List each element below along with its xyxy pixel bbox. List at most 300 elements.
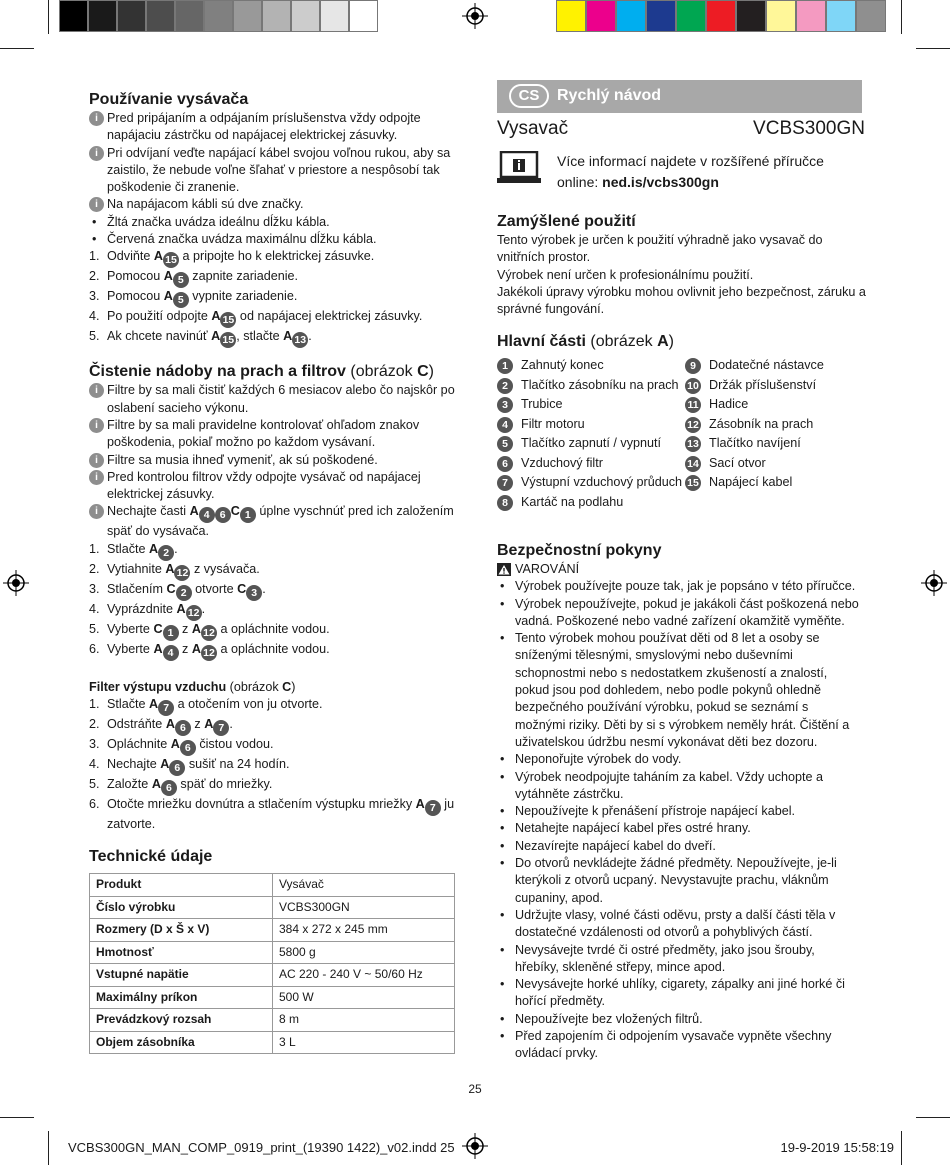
gray-swatch bbox=[291, 0, 320, 32]
title-text: Hlavní části bbox=[497, 333, 586, 351]
part-item bbox=[497, 356, 682, 376]
model-number: VCBS300GN bbox=[753, 118, 865, 139]
step-text: Otočte mriežku dovnútra a stlačením výstupku mriežky bbox=[107, 797, 416, 812]
step-number: 6. bbox=[89, 641, 100, 656]
subsection-title bbox=[89, 679, 459, 696]
bullet-item: • Výrobek neodpojujte taháním za kabel. Vždy uchopte a vytáhněte zástrčku. bbox=[497, 769, 859, 804]
table-row bbox=[90, 874, 455, 897]
step-number: 1. bbox=[89, 697, 100, 712]
bullet-item: • Nepoužívejte k přenášení přístroje napájecí kabel. bbox=[497, 803, 859, 820]
note bbox=[89, 196, 459, 213]
step-text: Pomocou bbox=[107, 269, 164, 284]
ref-letter: A bbox=[149, 697, 159, 712]
callout-badge: 6 bbox=[169, 760, 185, 776]
ref-letter: A bbox=[191, 641, 201, 656]
bullet-item: • Červená značka uvádza maximálnu dĺžku kábla. bbox=[89, 231, 459, 248]
callout-badge: 1 bbox=[240, 507, 256, 523]
part-label: Sací otvor bbox=[709, 455, 766, 470]
part-number-badge: 3 bbox=[497, 397, 513, 413]
part-item bbox=[497, 376, 682, 396]
step-text: Stlačte bbox=[107, 697, 149, 712]
steps-list bbox=[89, 248, 459, 348]
callout-badge: 6 bbox=[175, 720, 191, 736]
step-number: 5. bbox=[89, 329, 100, 344]
step-item bbox=[89, 581, 459, 601]
info-icon: i bbox=[89, 197, 104, 212]
table-row bbox=[90, 919, 455, 942]
info-icon: i bbox=[89, 418, 104, 433]
bullet-item: • Žltá značka uvádza ideálnu dĺžku kábla. bbox=[89, 214, 459, 231]
language-badge: CS bbox=[509, 84, 549, 108]
title-fig: A bbox=[657, 333, 669, 351]
spec-value: 384 x 272 x 245 mm bbox=[273, 919, 455, 942]
callout-badge: 1 bbox=[163, 625, 179, 641]
spec-label: Objem zásobníka bbox=[90, 1031, 273, 1054]
info-icon: i bbox=[89, 504, 104, 519]
callout-badge: 12 bbox=[186, 605, 202, 621]
note-text: Pred kontrolou filtrov vždy odpojte vysávač od napájacej elektrickej zásuvky. bbox=[107, 469, 421, 502]
crop-mark bbox=[916, 1117, 950, 1118]
title-text: Čistenie nádoby na prach a filtrov bbox=[89, 363, 346, 381]
step-item bbox=[89, 601, 459, 621]
spec-label: Prevádzkový rozsah bbox=[90, 1009, 273, 1032]
info-icon: i bbox=[89, 470, 104, 485]
color-swatch bbox=[556, 0, 586, 32]
section-title: Zamýšlené použití bbox=[497, 213, 636, 230]
step-text: sušiť na 24 hodín. bbox=[185, 757, 290, 772]
ref-letter: C bbox=[237, 581, 247, 596]
gray-swatch bbox=[262, 0, 291, 32]
crop-mark bbox=[0, 1117, 34, 1118]
gray-swatch bbox=[320, 0, 349, 32]
note bbox=[89, 110, 459, 145]
gray-swatch bbox=[204, 0, 233, 32]
part-item bbox=[497, 395, 682, 415]
part-item bbox=[497, 434, 682, 454]
title-sub: (obrázok bbox=[345, 363, 418, 381]
part-label: Tlačítko zásobníku na prach bbox=[521, 377, 679, 392]
ref-letter: A bbox=[153, 641, 163, 656]
crop-mark bbox=[48, 1131, 49, 1165]
note-text: Filtre sa musia ihneď vymeniť, ak sú poškodené. bbox=[107, 452, 378, 467]
step-text: Pomocou bbox=[107, 289, 164, 304]
callout-badge: 2 bbox=[158, 545, 174, 561]
notes bbox=[89, 382, 459, 503]
color-swatch bbox=[826, 0, 856, 32]
spec-value: Vysávač bbox=[273, 874, 455, 897]
note bbox=[89, 503, 459, 540]
ref-letter: C bbox=[166, 581, 176, 596]
table-row bbox=[90, 941, 455, 964]
ref-letter: A bbox=[189, 504, 199, 519]
ref-letter: A bbox=[283, 329, 293, 344]
step-item bbox=[89, 716, 459, 736]
step-number: 2. bbox=[89, 561, 100, 576]
bullet-item: • Neponořujte výrobek do vody. bbox=[497, 751, 859, 768]
steps-list bbox=[89, 541, 459, 661]
part-number-badge: 11 bbox=[685, 397, 701, 413]
ref-letter: C bbox=[153, 621, 163, 636]
callout-badge: 15 bbox=[163, 252, 179, 268]
step-number: 4. bbox=[89, 309, 100, 324]
crop-mark bbox=[901, 1131, 902, 1165]
step-text: Vyprázdnite bbox=[107, 601, 177, 616]
step-text: Vyberte bbox=[107, 641, 154, 656]
info-icon: i bbox=[89, 146, 104, 161]
note bbox=[89, 382, 459, 417]
color-swatch bbox=[646, 0, 676, 32]
bullet-item: • Nezavírejte napájecí kabel do dveří. bbox=[497, 838, 859, 855]
ref-letter: A bbox=[160, 757, 170, 772]
ref-letter: A bbox=[163, 269, 173, 284]
callout-badge: 3 bbox=[246, 585, 262, 601]
spec-value: AC 220 - 240 V ~ 50/60 Hz bbox=[273, 964, 455, 987]
paragraph: Jakékoli úpravy výrobku mohou ovlivnit jeho bezpečnost, záruku a správné fungování. bbox=[497, 284, 866, 317]
ref-letter: A bbox=[153, 249, 164, 264]
part-item bbox=[685, 395, 865, 415]
step-number: 4. bbox=[89, 757, 100, 772]
callout-badge: 6 bbox=[180, 740, 196, 756]
part-label: Hadice bbox=[709, 397, 749, 411]
step-text: a opláchnite vodou. bbox=[216, 621, 330, 636]
part-item bbox=[497, 493, 682, 513]
spec-value: 5800 g bbox=[273, 941, 455, 964]
step-item bbox=[89, 268, 459, 288]
parts-list bbox=[497, 356, 682, 512]
note bbox=[89, 452, 459, 469]
step-number: 3. bbox=[89, 289, 100, 304]
info-icon: i bbox=[89, 383, 104, 398]
part-number-badge: 2 bbox=[497, 378, 513, 394]
part-item bbox=[685, 434, 865, 454]
step-text: z vysávača. bbox=[190, 561, 260, 576]
spec-label: Vstupné napätie bbox=[90, 964, 273, 987]
registration-mark-icon bbox=[462, 1133, 488, 1159]
callout-badge: 12 bbox=[201, 625, 217, 641]
table-row bbox=[90, 964, 455, 987]
paragraph: Výrobek není určen k profesionálnímu použití. bbox=[497, 267, 754, 282]
spec-value: VCBS300GN bbox=[273, 896, 455, 919]
part-label: Vzduchový filtr bbox=[521, 455, 603, 470]
part-item bbox=[497, 415, 682, 435]
note-text: Pred pripájaním a odpájaním príslušenstva vždy odpojte napájaciu zástrčku od napájacej elektrickej zásuvky. bbox=[107, 111, 421, 143]
step-number: 1. bbox=[89, 541, 100, 556]
callout-badge: 2 bbox=[176, 585, 192, 601]
section-title bbox=[497, 332, 867, 352]
step-text: , stlačte bbox=[236, 329, 284, 344]
step-item bbox=[89, 541, 459, 561]
part-item bbox=[685, 473, 865, 493]
section-title: Používanie vysávača bbox=[89, 91, 249, 108]
info-icon: i bbox=[89, 111, 104, 126]
laptop-icon bbox=[497, 151, 541, 185]
part-item bbox=[685, 356, 865, 376]
step-number: 5. bbox=[89, 621, 100, 636]
step-number: 2. bbox=[89, 717, 100, 732]
footer-file: VCBS300GN_MAN_COMP_0919_print_(19390 1422)_v02.indd 25 bbox=[68, 1140, 455, 1155]
info-line bbox=[557, 172, 824, 193]
more-info bbox=[557, 151, 824, 193]
note-text: Na napájacom kábli sú dve značky. bbox=[107, 197, 304, 212]
title-end: ) bbox=[668, 333, 674, 351]
callout-badge: 6 bbox=[215, 507, 231, 523]
warning-icon bbox=[497, 563, 511, 576]
note-text: úplne vyschnúť pred ich založením späť do vysávača. bbox=[107, 504, 454, 539]
note-text: Pri odvíjaní veďte napájací kábel svojou voľnou rukou, aby sa zaistilo, že nebude voľne šľahať v priestore a nespôsobí tak poškodenie či zranenie. bbox=[107, 145, 451, 195]
part-item bbox=[685, 376, 865, 396]
step-text: Stlačením bbox=[107, 581, 167, 596]
note-text: Nechajte časti bbox=[107, 504, 190, 519]
bullet-item: • Výrobek nepoužívejte, pokud je jakákoli část poškozená nebo vadná. Poškozené nebo vadné zařízení okamžitě vyměňte. bbox=[497, 596, 859, 631]
step-number: 2. bbox=[89, 269, 100, 284]
registration-mark-icon bbox=[462, 3, 488, 29]
ref-letter: A bbox=[149, 541, 159, 556]
band-label: Rychlý návod bbox=[557, 87, 662, 104]
product-name: Vysavač bbox=[497, 118, 569, 139]
step-text: . bbox=[262, 581, 266, 596]
warning-line bbox=[497, 561, 859, 578]
info-text: online: bbox=[557, 174, 603, 190]
info-icon: i bbox=[89, 453, 104, 468]
step-text: Po použití odpojte bbox=[107, 309, 212, 324]
step-text: čistou vodou. bbox=[195, 737, 274, 752]
title-sub: (obrázek bbox=[585, 333, 658, 351]
part-number-badge: 9 bbox=[685, 358, 701, 374]
step-number: 5. bbox=[89, 777, 100, 792]
bullet-item: • Tento výrobek mohou používat děti od 8 let a osoby se sníženými tělesnými, smyslovými nebo duševními schopnostmi nebo s nedostatkem zkušeností a znalostí, pokud jsou pod dohledem, nebo podle pokynů ohledně bezpečného používání výrobku, pokud se seznámí s možnými riziky. Děti by si s výrobkem neměly hrát. Čištění a uživatelskou údržbu nesmí vykonávat děti bez dozoru. bbox=[497, 630, 859, 751]
part-label: Výstupní vzduchový průduch bbox=[521, 475, 683, 489]
callout-badge: 13 bbox=[292, 332, 308, 348]
bullet-item: • Před zapojením či odpojením vysavače vypněte všechny ovládací prvky. bbox=[497, 1028, 859, 1063]
spec-value: 8 m bbox=[273, 1009, 455, 1032]
step-text: Vytiahnite bbox=[107, 561, 166, 576]
callout-badge: 15 bbox=[220, 332, 236, 348]
table-row bbox=[90, 1009, 455, 1032]
part-number-badge: 7 bbox=[497, 475, 513, 491]
spec-table bbox=[89, 873, 455, 1054]
title-fig: C bbox=[417, 363, 429, 381]
bullet-item: • Netahejte napájecí kabel přes ostré hrany. bbox=[497, 820, 859, 837]
intended-use-text bbox=[497, 232, 867, 318]
ref-letter: A bbox=[163, 289, 173, 304]
step-number: 1. bbox=[89, 249, 100, 264]
ref-letter: A bbox=[191, 621, 201, 636]
footer-date: 19-9-2019 15:58:19 bbox=[780, 1140, 894, 1155]
color-swatch bbox=[796, 0, 826, 32]
step-text: Ak chcete navinúť bbox=[107, 329, 212, 344]
registration-mark-icon bbox=[921, 570, 947, 596]
note bbox=[89, 417, 459, 452]
note bbox=[89, 469, 459, 504]
step-text: a opláchnite vodou. bbox=[216, 641, 330, 656]
step-text: Opláchnite bbox=[107, 737, 171, 752]
step-text: Odviňte bbox=[107, 249, 154, 264]
step-text: späť do mriežky. bbox=[176, 777, 273, 792]
ref-letter: A bbox=[165, 561, 175, 576]
ref-letter: A bbox=[211, 309, 221, 324]
callout-badge: 12 bbox=[174, 565, 190, 581]
color-swatch bbox=[766, 0, 796, 32]
color-swatch bbox=[856, 0, 886, 32]
step-text: zapnite zariadenie. bbox=[188, 269, 299, 284]
crop-mark bbox=[0, 48, 34, 49]
spec-label: Produkt bbox=[90, 874, 273, 897]
safety-section bbox=[497, 541, 859, 1063]
table-row bbox=[90, 896, 455, 919]
step-item bbox=[89, 328, 459, 348]
ref-letter: C bbox=[230, 504, 240, 519]
step-text: z bbox=[178, 621, 192, 636]
step-number: 3. bbox=[89, 737, 100, 752]
step-number: 4. bbox=[89, 601, 100, 616]
ref-letter: A bbox=[151, 777, 161, 792]
step-item bbox=[89, 308, 459, 328]
spec-label: Číslo výrobku bbox=[90, 896, 273, 919]
step-text: a otočením von ju otvorte. bbox=[174, 697, 323, 712]
part-number-badge: 12 bbox=[685, 417, 701, 433]
table-row bbox=[90, 986, 455, 1009]
bullet-item: • Do otvorů nevkládejte žádné předměty. Nepoužívejte, je-li kterýkoli z otvorů ucpaný. Nevystavujte prachu, vláknům cupaniny, apod. bbox=[497, 855, 859, 907]
color-swatch bbox=[616, 0, 646, 32]
callout-badge: 4 bbox=[163, 645, 179, 661]
callout-badge: 5 bbox=[173, 272, 189, 288]
info-link[interactable]: ned.is/vcbs300gn bbox=[602, 174, 719, 190]
step-text: Vyberte bbox=[107, 621, 154, 636]
parts-list bbox=[685, 356, 865, 493]
notes bbox=[89, 110, 459, 214]
step-text: a pripojte ho k elektrickej zásuvke. bbox=[179, 249, 375, 264]
gray-swatch bbox=[59, 0, 88, 32]
step-text: . bbox=[229, 717, 233, 732]
registration-mark-icon bbox=[3, 570, 29, 596]
bullet-item: • Udržujte vlasy, volné části oděvu, prsty a další části těla v dostatečné vzdálenosti od otvorů a pohyblivých částí. bbox=[497, 907, 859, 942]
callout-badge: 12 bbox=[201, 645, 217, 661]
step-number: 3. bbox=[89, 581, 100, 596]
step-item bbox=[89, 736, 459, 756]
callout-badge: 4 bbox=[199, 507, 215, 523]
part-item bbox=[685, 415, 865, 435]
step-number: 6. bbox=[89, 797, 100, 812]
step-item bbox=[89, 696, 459, 716]
gray-swatch bbox=[349, 0, 378, 32]
ref-letter: A bbox=[165, 717, 175, 732]
paragraph: Tento výrobek je určen k použití výhradně jako vysavač do vnitřních prostor. bbox=[497, 233, 823, 265]
table-row bbox=[90, 1031, 455, 1054]
callout-badge: 6 bbox=[161, 780, 177, 796]
crop-mark bbox=[901, 0, 902, 34]
title-fig: C bbox=[282, 679, 292, 694]
part-number-badge: 13 bbox=[685, 436, 701, 452]
part-label: Tlačítko navíjení bbox=[709, 436, 801, 450]
color-swatch bbox=[676, 0, 706, 32]
part-number-badge: 15 bbox=[685, 475, 701, 491]
note-text: Filtre by sa mali čistiť každých 6 mesiacov alebo čo najskôr po oslabení sacieho výkonu. bbox=[107, 383, 455, 415]
page-number: 25 bbox=[468, 1082, 482, 1096]
part-number-badge: 1 bbox=[497, 358, 513, 374]
step-text: z bbox=[178, 641, 192, 656]
step-text: otvorte bbox=[191, 581, 238, 596]
right-column bbox=[497, 212, 867, 352]
section-title: Technické údaje bbox=[89, 848, 213, 866]
ref-letter: A bbox=[170, 737, 180, 752]
step-item bbox=[89, 561, 459, 581]
step-text: Stlačte bbox=[107, 541, 149, 556]
spec-value: 500 W bbox=[273, 986, 455, 1009]
color-swatch bbox=[586, 0, 616, 32]
part-label: Zásobník na prach bbox=[709, 416, 814, 431]
gray-swatch bbox=[88, 0, 117, 32]
gray-swatch bbox=[233, 0, 262, 32]
spec-value: 3 L bbox=[273, 1031, 455, 1054]
part-label: Kartáč na podlahu bbox=[521, 494, 624, 509]
spec-label: Hmotnosť bbox=[90, 941, 273, 964]
part-label: Dodatečné nástavce bbox=[709, 358, 824, 372]
part-label: Držák příslušenství bbox=[709, 377, 817, 392]
part-item bbox=[685, 454, 865, 474]
step-item bbox=[89, 248, 459, 268]
callout-badge: 7 bbox=[158, 700, 174, 716]
step-text: vypnite zariadenie. bbox=[188, 289, 298, 304]
ref-letter: A bbox=[211, 329, 221, 344]
part-label: Tlačítko zapnutí / vypnutí bbox=[521, 436, 662, 450]
steps-list bbox=[89, 696, 459, 833]
step-text: Založte bbox=[107, 777, 152, 792]
bullet-item: • Nevysávejte horké uhlíky, cigarety, zápalky ani jiné horké či hořící předměty. bbox=[497, 976, 859, 1011]
ref-letter: A bbox=[415, 797, 425, 812]
left-column bbox=[89, 90, 459, 1054]
bullet-item: • Výrobek používejte pouze tak, jak je popsáno v této příručce. bbox=[497, 578, 859, 595]
step-text: od napájacej elektrickej zásuvky. bbox=[236, 309, 423, 324]
title-end: ) bbox=[291, 679, 296, 694]
ref-letter: A bbox=[176, 601, 186, 616]
color-swatch bbox=[736, 0, 766, 32]
part-number-badge: 4 bbox=[497, 417, 513, 433]
part-label: Napájecí kabel bbox=[709, 475, 793, 489]
bullet-item: • Nevysávejte tvrdé či ostré předměty, jako jsou šrouby, hřebíky, skleněné střepy, mince apod. bbox=[497, 942, 859, 977]
gray-swatch bbox=[175, 0, 204, 32]
callout-badge: 15 bbox=[220, 312, 236, 328]
step-item bbox=[89, 288, 459, 308]
note bbox=[89, 145, 459, 197]
step-text: . bbox=[174, 541, 178, 556]
color-swatch bbox=[706, 0, 736, 32]
step-text: . bbox=[308, 329, 312, 344]
step-item bbox=[89, 641, 459, 661]
part-label: Zahnutý konec bbox=[521, 358, 604, 372]
callout-badge: 5 bbox=[173, 292, 189, 308]
part-number-badge: 5 bbox=[497, 436, 513, 452]
step-text: . bbox=[201, 601, 206, 616]
part-label: Filtr motoru bbox=[521, 416, 585, 431]
quick-guide-band bbox=[497, 80, 862, 113]
part-number-badge: 8 bbox=[497, 495, 513, 511]
bullet-item: • Nepoužívejte bez vložených filtrů. bbox=[497, 1011, 859, 1028]
note-text: Filtre by sa mali pravidelne kontrolovať ohľadom znakov poškodenia, pokiaľ možno po každom vysávaní. bbox=[107, 417, 420, 450]
part-number-badge: 10 bbox=[685, 378, 701, 394]
step-item bbox=[89, 776, 459, 796]
step-text: Nechajte bbox=[107, 757, 161, 772]
crop-mark bbox=[48, 0, 49, 34]
step-text: z bbox=[190, 717, 205, 732]
spec-label: Rozmery (D x Š x V) bbox=[90, 919, 273, 942]
title-text: Filter výstupu vzduchu bbox=[89, 679, 227, 694]
callout-badge: 7 bbox=[213, 720, 229, 736]
part-item bbox=[497, 473, 682, 493]
spec-label: Maximálny príkon bbox=[90, 986, 273, 1009]
part-item bbox=[497, 454, 682, 474]
bullet-list bbox=[89, 214, 459, 249]
gray-swatch bbox=[117, 0, 146, 32]
